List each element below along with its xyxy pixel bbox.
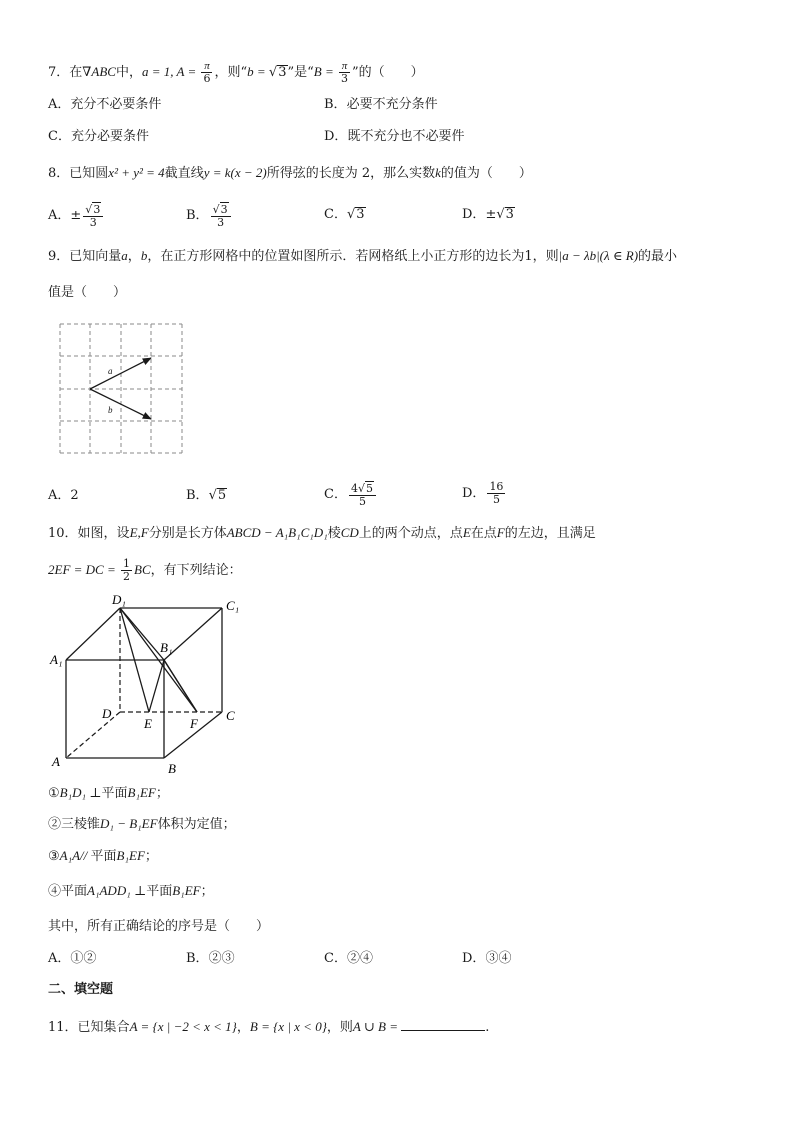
q9-option-a[interactable]: A．2: [48, 488, 79, 503]
q8-option-d[interactable]: D．±√3: [462, 207, 514, 222]
q8-stem: 8．已知圆x² + y² = 4截直线y = k(x − 2)所得弦的长度为 2，那么实数k的值为（ ）: [48, 165, 532, 181]
label-e: E: [144, 716, 152, 731]
q9-option-d[interactable]: D． $\frac{16}{5}$: [462, 480, 504, 506]
q10-conclusion-1: ①B₁D₁ ⊥平面B₁EF；: [48, 785, 169, 801]
q7-option-b[interactable]: B．必要不充分条件: [324, 97, 438, 112]
label-c1: C₁: [226, 598, 240, 613]
q9-stem: 9．已知向量a，b，在正方形网格中的位置如图所示．若网格纸上小正方形的边长为1，则|a − λb|(λ ∈ R)的最小: [48, 248, 678, 264]
label-a: A: [52, 754, 60, 769]
vector-a-label: a: [108, 366, 113, 376]
section-heading-fill-in: 二、填空题: [48, 982, 114, 997]
label-b: B: [168, 761, 176, 776]
label-a1: A₁: [50, 652, 63, 667]
q10-conclusion-2: ②三棱锥D₁ − B₁EF体积为定值；: [48, 816, 236, 832]
q7-option-d[interactable]: D．既不充分也不必要件: [324, 129, 465, 144]
vector-grid-figure: [58, 322, 186, 456]
q9-option-c[interactable]: C． $\frac{4√5}{5}$: [324, 481, 378, 508]
q10-option-a[interactable]: A．①②: [48, 951, 97, 966]
q9-option-b[interactable]: B．√5: [186, 488, 227, 503]
q10-conclusion-4: ④平面A₁ADD₁ ⊥平面B₁EF；: [48, 883, 214, 899]
q11-stem: 11．已知集合A = {x | −2 < x < 1}，B = {x | x < 0}，则A ∪ B = .: [48, 1019, 490, 1035]
cuboid-figure: [46, 590, 256, 780]
q10-option-b[interactable]: B．②③: [186, 951, 235, 966]
q7-option-a[interactable]: A．充分不必要条件: [48, 97, 162, 112]
q10-option-d[interactable]: D．③④: [462, 951, 512, 966]
q10-stem: 10．如图，设E,F分别是长方体ABCD − A₁B₁C₁D₁棱CD上的两个动点，点E在点F的左边，且满足: [48, 525, 596, 541]
q10-ask: 其中，所有正确结论的序号是（ ）: [48, 919, 270, 934]
q10-option-c[interactable]: C．②④: [324, 951, 373, 966]
q7-stem: 7．在∇ABC中，a = 1, A = $\frac{\pi}{6}$ ，则“b = √3”是“B = $\frac{\pi}{3}$ ”的（ ）: [48, 60, 424, 85]
q11-answer-blank[interactable]: [401, 1018, 485, 1031]
q8-option-a[interactable]: A．± $\frac{√3}{3}$: [48, 202, 105, 229]
label-f: F: [190, 716, 198, 731]
label-d: D: [102, 706, 112, 721]
label-c: C: [226, 708, 235, 723]
label-b1: B₁: [160, 640, 173, 655]
q8-option-b[interactable]: B． $\frac{√3}{3}$: [186, 202, 233, 229]
q7-option-c[interactable]: C．充分必要条件: [48, 129, 149, 144]
q10-conclusion-3: ③A₁A// 平面B₁EF；: [48, 848, 158, 864]
label-d1: D₁: [112, 592, 126, 607]
q10-stem-line2: 2EF = DC = $\frac{1}{2}$ BC，有下列结论：: [48, 557, 242, 583]
q8-option-c[interactable]: C．√3: [324, 207, 365, 222]
grid-lines: [60, 324, 182, 453]
vector-b-arrow: [90, 389, 151, 419]
vector-b-label: b: [108, 405, 113, 415]
q9-stem-line2: 值是（ ）: [48, 285, 127, 300]
